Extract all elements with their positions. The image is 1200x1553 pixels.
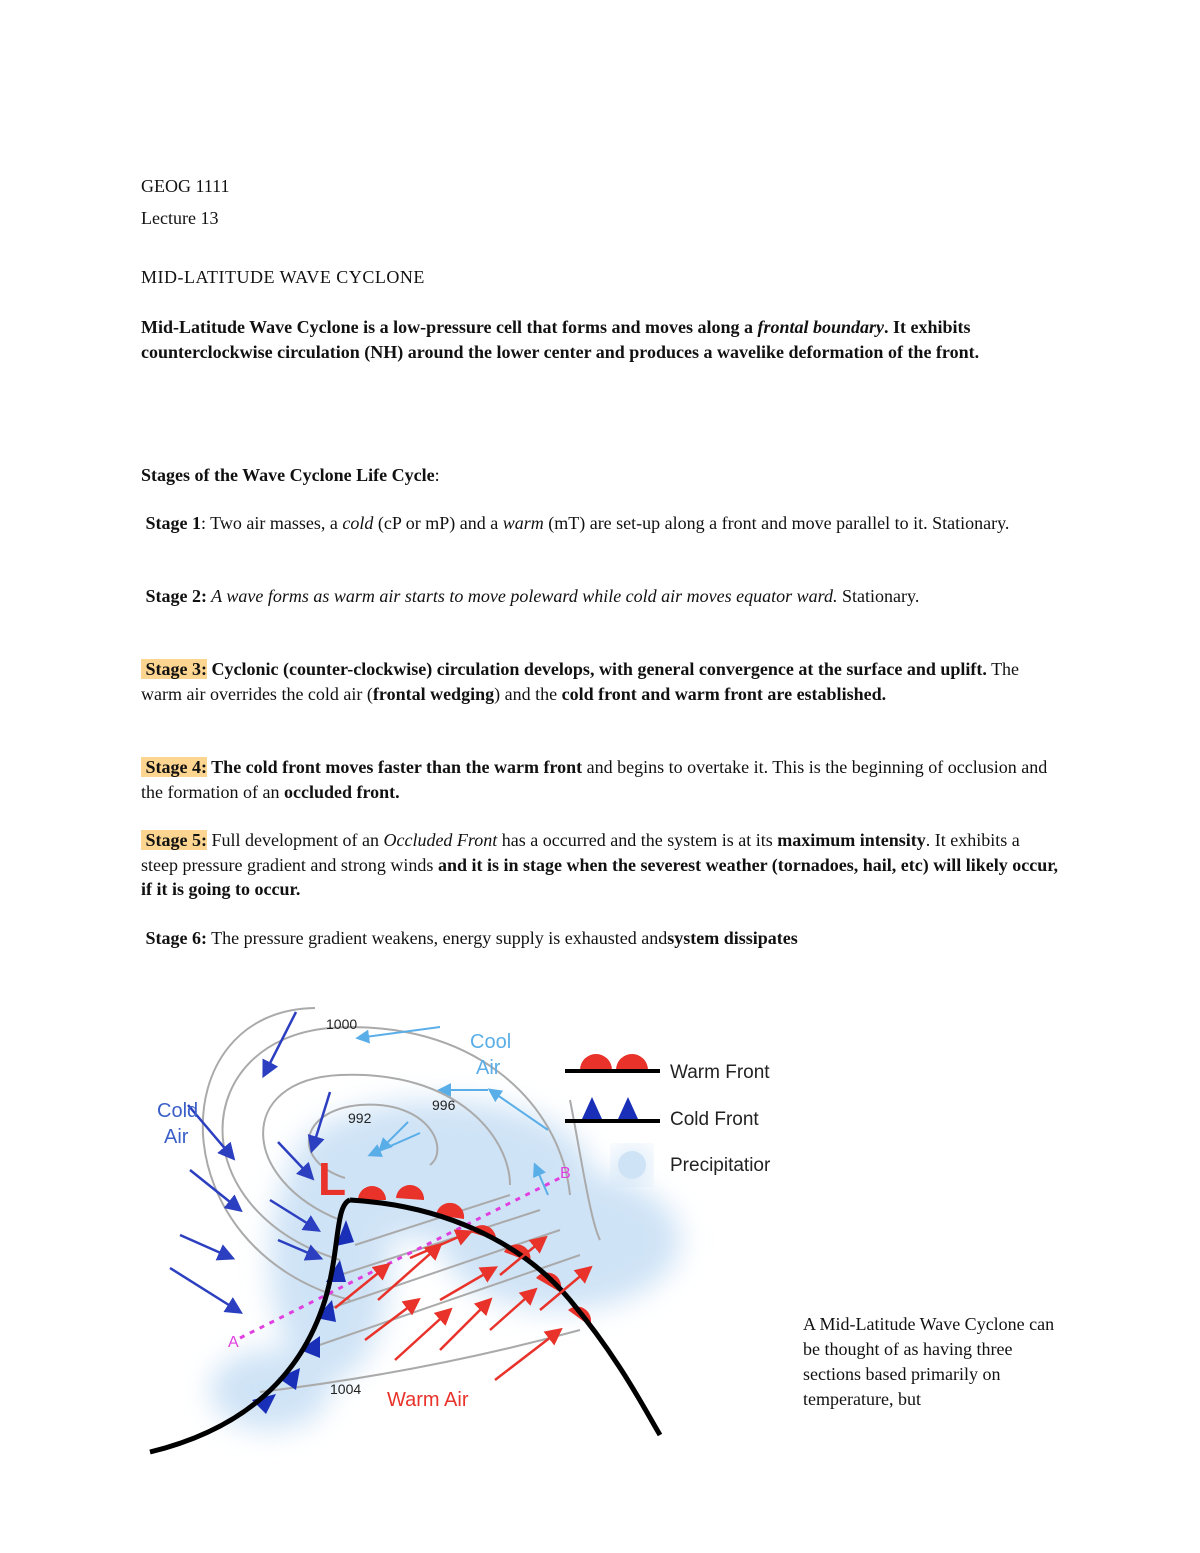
lecture-number: Lecture 13 [141, 208, 219, 228]
stage-1-label: Stage 1 [145, 513, 201, 533]
cold-air-label-line1: Cold [157, 1100, 199, 1122]
side-note: A Mid-Latitude Wave Cyclone can be thought of as having three sections based primarily on temperature, but [803, 1314, 1055, 1409]
isobar-label-1000: 1000 [326, 1016, 358, 1032]
stage-1-paragraph: Stage 1: Two air masses, a cold (cP or mP) and a warm (mT) are set-up along a front and move parallel to it. Stationary. [145, 513, 1010, 533]
stage-4-label: Stage 4: [145, 757, 207, 777]
stages-heading: Stages of the Wave Cyclone Life Cycle: [141, 465, 440, 485]
point-b-label: B [560, 1165, 571, 1182]
isobar-label-992: 992 [348, 1110, 372, 1126]
wave-cyclone-diagram [140, 1000, 800, 1460]
cold-air-label-line2: Air [164, 1126, 189, 1148]
legend-precipitation-label: Precipitatior [670, 1155, 771, 1176]
legend-cold-front-label: Cold Front [670, 1109, 759, 1130]
cool-air-label-line1: Cool [470, 1031, 512, 1053]
isobar-label-1004: 1004 [330, 1381, 362, 1397]
stage-3-paragraph: Stage 3: Cyclonic (counter-clockwise) circulation develops, with general convergence at the surface and uplift. The warm air overrides the cold air (frontal wedging) and the cold front and warm front are established. [141, 659, 1020, 704]
isobar-label-996: 996 [432, 1097, 456, 1113]
legend-warm-front-label: Warm Front [670, 1062, 770, 1083]
intro-paragraph: Mid-Latitude Wave Cyclone is a low-pressure cell that forms and moves along a frontal boundary. It exhibits counterclockwise circulation (NH) around the lower center and produces a wavelike deformation of the front. [141, 317, 980, 362]
stage-4-paragraph: Stage 4: The cold front moves faster than the warm front and begins to overtake it. This is the beginning of occlusion and the formation of an occluded front. [141, 757, 1048, 802]
cool-air-label-line2: Air [476, 1057, 501, 1079]
low-pressure-symbol: L [318, 1153, 347, 1205]
course-code: GEOG 1111 [141, 176, 230, 196]
stage-2-label: Stage 2: [145, 586, 207, 606]
point-a-label: A [228, 1334, 239, 1351]
stage-2-paragraph: Stage 2: A wave forms as warm air starts to move poleward while cold air moves equator ward. Stationary. [145, 586, 920, 606]
legend [565, 1054, 771, 1183]
legend-cold-front-symbol [565, 1097, 660, 1121]
stage-5-paragraph: Stage 5: Full development of an Occluded Front has a occurred and the system is at its maximum intensity. It exhibits a steep pressure gradient and strong winds and it is in stage when the severest weather (tornadoes, hail, etc) will likely occur, if it is going to occur. [141, 830, 1059, 899]
stage-6-label: Stage 6: [145, 928, 207, 948]
stage-5-label: Stage 5: [145, 830, 207, 850]
document-heading: MID-LATITUDE WAVE CYCLONE [141, 267, 425, 287]
stage-6-paragraph: Stage 6: The pressure gradient weakens, energy supply is exhausted andsystem dissipates [145, 928, 798, 948]
warm-air-label: Warm Air [387, 1389, 469, 1411]
legend-warm-front-symbol [565, 1054, 660, 1071]
stage-3-label: Stage 3: [145, 659, 207, 679]
